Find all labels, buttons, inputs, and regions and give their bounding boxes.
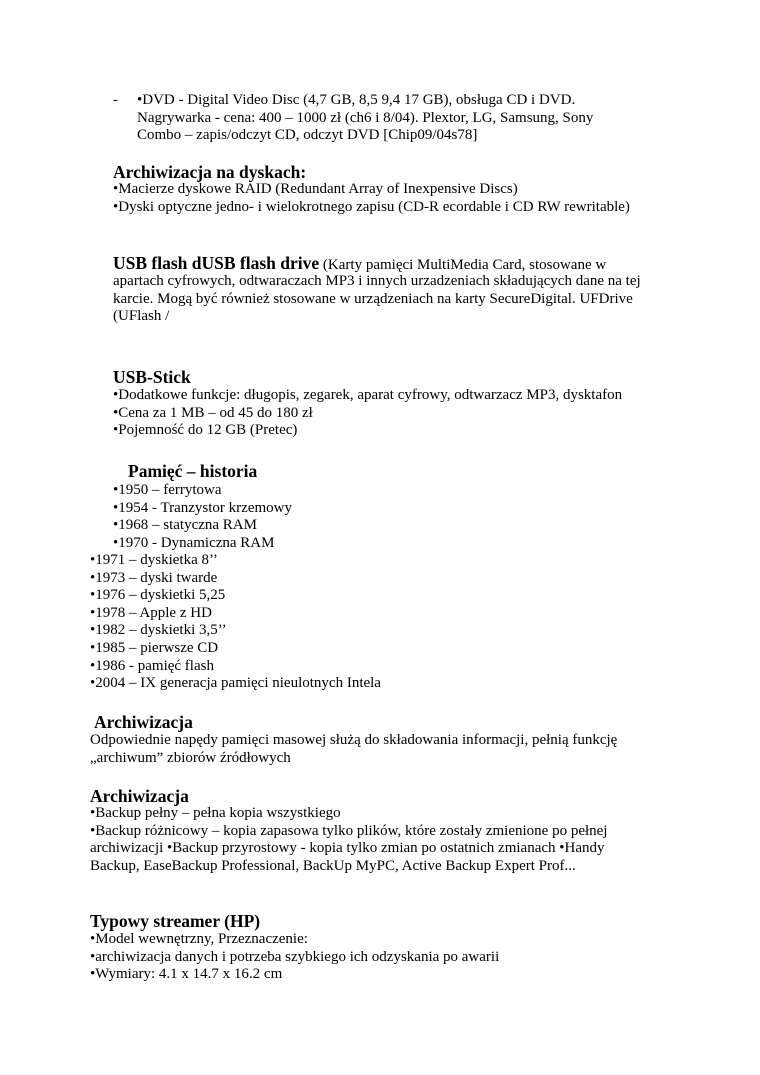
list-item: •1985 – pierwsze CD [90,639,219,656]
text-line: •DVD - Digital Video Disc (4,7 GB, 8,5 9,4 17 GB), obsługa CD i DVD. [137,92,576,108]
list-item: •archiwizacja danych i potrzeba szybkiego ich odzyskania po awarii [90,948,500,965]
list-item: •1976 – dyskietki 5,25 [90,587,226,604]
section-heading: Archiwizacja [94,712,193,732]
text-line: „archiwum” zbiorów źródłowych [90,749,291,766]
backup-list [90,805,607,875]
list-item: archiwizacji •Backup przyrostowy - kopia tylko zmian po ostatnich zmianach •Handy [90,840,605,857]
list-item: •1968 – statyczna RAM [113,517,257,534]
list-item: •Backup różnicowy – kopia zapasowa tylko plików, które zostały zmienione po pełnej [90,822,608,839]
section-heading: USB flash dUSB flash drive [113,253,320,273]
disk-archiving-list [113,181,630,216]
usb-flash-paragraph [113,273,641,326]
text-line: Nagrywarka - cena: 400 – 1000 zł (ch6 i 8/04). Plextor, LG, Samsung, Sony [137,109,594,126]
text-line: Combo – zapis/odczyt CD, odczyt DVD [Chip09/04s78] [137,127,478,144]
text-line: apartach cyfrowych, odtwaraczach MP3 i innych urzadzeniach składujących dane na tej [113,273,641,289]
history-indented-list [113,482,292,552]
usb-stick-list [113,387,622,440]
list-item: •Model wewnętrzny, Przeznaczenie: [90,931,308,947]
list-item: •1982 – dyskietki 3,5’’ [90,622,227,639]
list-item: •Macierze dyskowe RAID (Redundant Array of Inexpensive Discs) [113,181,518,197]
section-heading: Archiwizacja [90,786,189,806]
section-heading: Archiwizacja na dyskach: [113,162,307,182]
list-dash: - [113,92,118,108]
text-line: (Karty pamięci MultiMedia Card, stosowane w [319,257,607,273]
list-item: •1954 - Tranzystor krzemowy [113,499,292,516]
usb-flash-first-line [113,253,606,275]
text-line: karcie. Mogą być również stosowane w urządzeniach na karty SecureDigital. UFDrive [113,290,633,307]
text-line: (UFlash / [113,308,170,325]
section-heading: Pamięć – historia [128,461,258,481]
section-heading: USB-Stick [113,367,191,387]
list-item: Backup, EaseBackup Professional, BackUp MyPC, Active Backup Expert Prof... [90,857,576,874]
list-item: •Dyski optyczne jedno- i wielokrotnego zapisu (CD-R ecordable i CD RW rewritable) [113,198,630,215]
archiving-paragraph [90,732,617,767]
list-item: •1978 – Apple z HD [90,604,212,621]
history-flush-list [90,552,381,693]
text-line: Odpowiednie napędy pamięci masowej służą do składowania informacji, pełnią funkcję [90,732,618,748]
list-item: •Cena za 1 MB – od 45 do 180 zł [113,404,313,421]
list-item: •Pojemność do 12 GB (Pretec) [113,422,298,439]
list-item: •1986 - pamięć flash [90,657,214,674]
streamer-list [90,931,499,984]
section-heading: Typowy streamer (HP) [90,911,261,931]
list-item: •Backup pełny – pełna kopia wszystkiego [90,805,341,821]
list-item: •2004 – IX generacja pamięci nieulotnych Intela [90,675,381,692]
list-item: •1973 – dyski twarde [90,569,218,586]
list-item: •1971 – dyskietka 8’’ [90,552,218,568]
dvd-paragraph [137,92,593,145]
list-item: •Dodatkowe funkcje: długopis, zegarek, aparat cyfrowy, odtwarzacz MP3, dysktafon [113,387,623,403]
list-item: •Wymiary: 4.1 x 14.7 x 16.2 cm [90,966,283,983]
list-item: •1970 - Dynamiczna RAM [113,534,275,551]
list-item: •1950 – ferrytowa [113,482,222,498]
